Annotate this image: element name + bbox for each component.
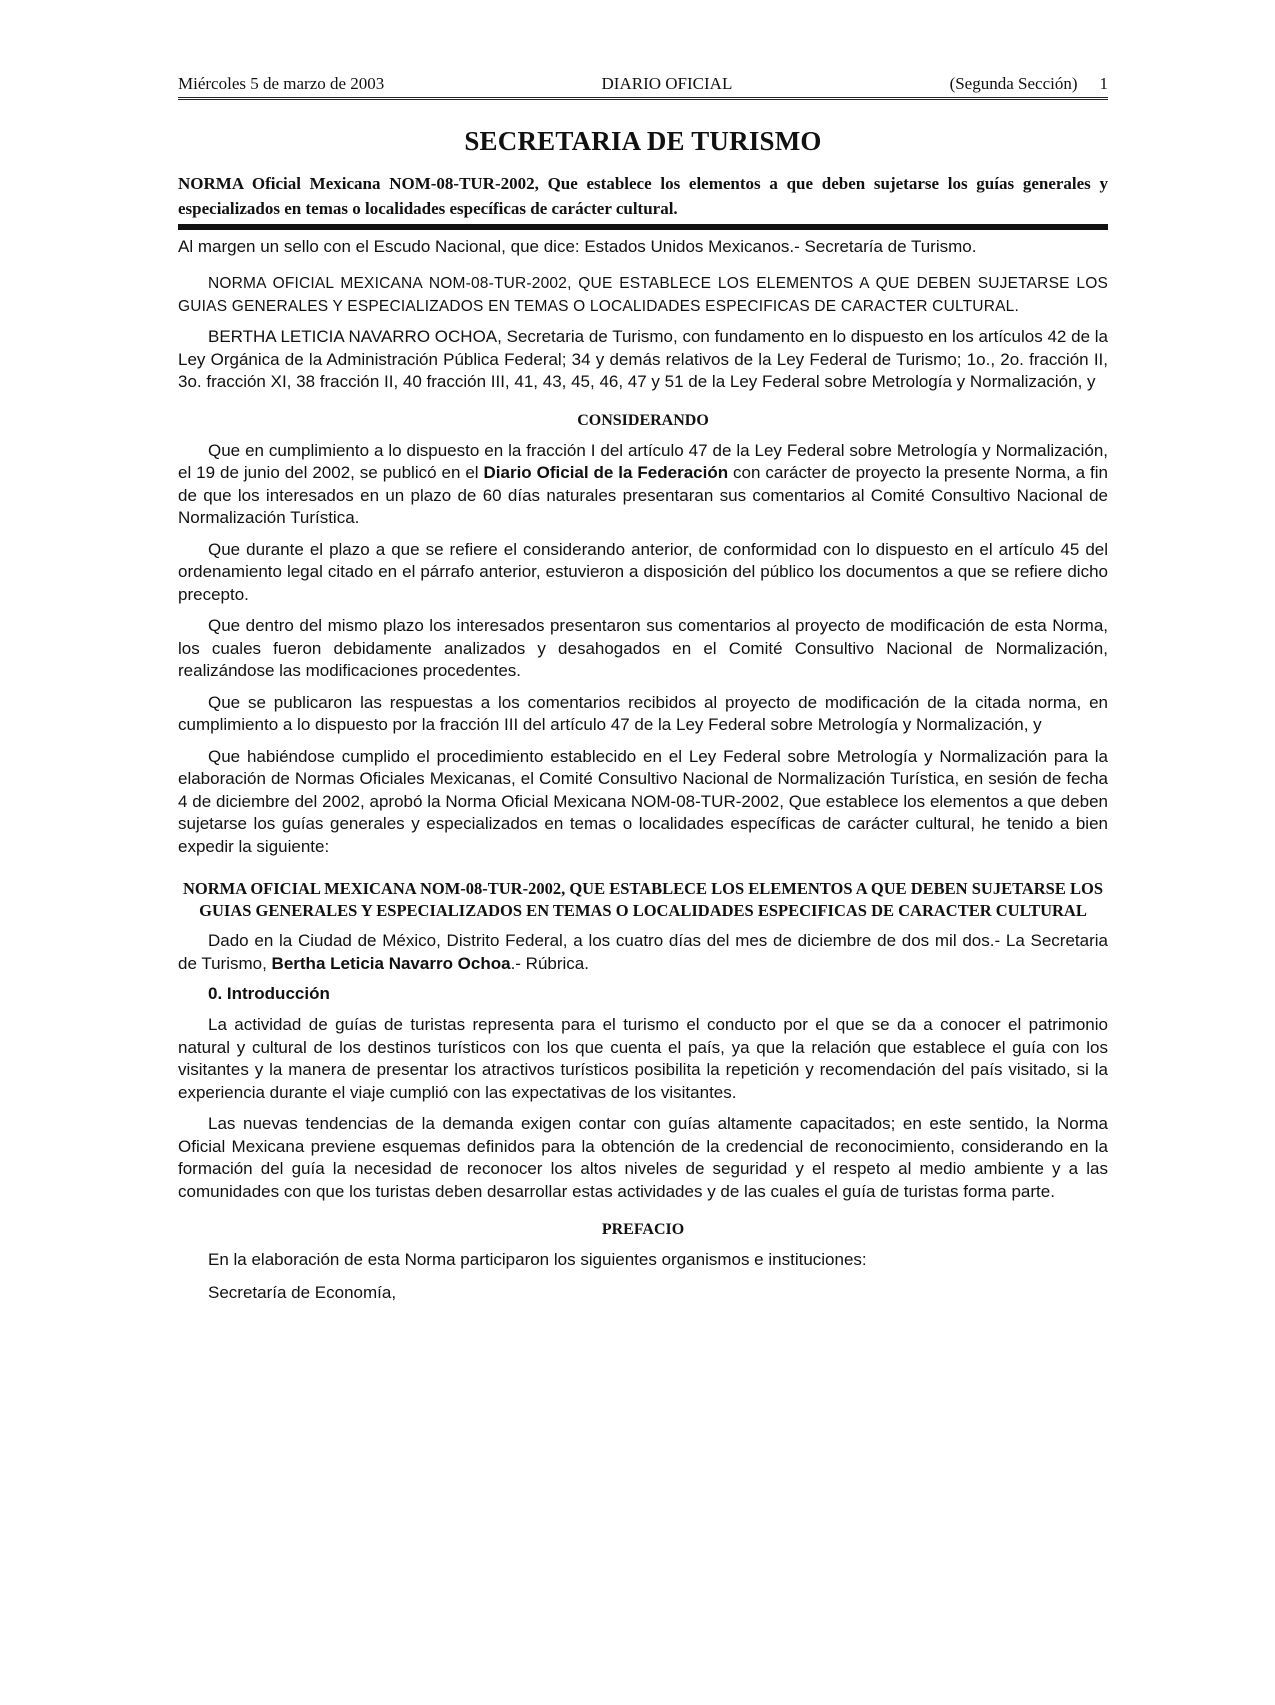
introduction-paragraph-1: La actividad de guías de turistas representa para el turismo el conducto por el que se da a conocer el patrimonio natural y cultural de los destinos turísticos con los que cuenta el país, ya que la relación que establece el guía con los visitantes y la manera de presentar los atractivos turísticos posibilita la repetición y recomendación del país visitado, si la experiencia durante el viaje cumplió con las expectativas de los visitantes. <box>178 1015 1108 1102</box>
introduction-heading: 0. Introducción <box>208 984 330 1003</box>
header-date: Miércoles 5 de marzo de 2003 <box>178 74 385 93</box>
decree-title: NORMA Oficial Mexicana NOM-08-TUR-2002, Que establece los elementos a que deben sujetarse los guías generales y especializados en temas o localidades específicas de carácter cultural. <box>178 174 1108 218</box>
diario-oficial-reference: Diario Oficial de la Federación <box>483 463 729 482</box>
signature-paragraph <box>178 930 1108 975</box>
signatory-name: Bertha Leticia Navarro Ochoa <box>271 953 511 973</box>
prefacio-paragraph-2: Secretaría de Economía, <box>208 1283 397 1302</box>
preamble: BERTHA LETICIA NAVARRO OCHOA, Secretaria de Turismo, con fundamento en lo dispuesto en los artículos 42 de la Ley Orgánica de la Administración Pública Federal; 34 y demás relativos de la Ley Federal de Turismo; 1o., 2o. fracción II, 3o. fracción XI, 38 fracción II, 40 fracción III, 41, 43, 45, 46, 47 y 51 de la Ley Federal sobre Metrología y Normalización, y <box>178 327 1108 391</box>
considerando-paragraph-2: Que durante el plazo a que se refiere el considerando anterior, de conformidad con lo dispuesto en el artículo 45 del ordenamiento legal citado en el párrafo anterior, estuvieron a disposición del público los documentos a que se refiere dicho precepto. <box>178 539 1108 604</box>
considerando-p1-text-after: con carácter de proyecto la presente Norma, a fin de que los interesados en un plazo de 60 días naturales presentaran sus comentarios al Comité Consultivo Nacional de Normalización Turística. <box>178 463 1108 527</box>
running-header <box>178 74 1108 100</box>
header-page-number: 1 <box>1099 74 1108 93</box>
considerando-paragraph-3: Que dentro del mismo plazo los interesados presentaron sus comentarios al proyecto de modificación de esta Norma, los cuales fueron debidamente analizados y desahogados en el Comité Consultivo Nacional de Normalización, realizándose las modificaciones procedentes. <box>178 616 1108 680</box>
considerando-p1-text-before: Que en cumplimiento a lo dispuesto en la fracción I del artículo 47 de la Ley Federal sobre Metrología y Normalización, el 19 de junio del 2002, se publicó en el <box>178 440 1108 482</box>
prefacio-heading: PREFACIO <box>601 1221 685 1238</box>
header-section-group <box>950 74 1108 94</box>
considerando-paragraph-4: Que se publicaron las respuestas a los comentarios recibidos al proyecto de modificación de la citada norma, en cumplimiento a lo dispuesto por la fracción III del artículo 47 de la Ley Federal sobre Metrología y Normalización, y <box>178 692 1108 734</box>
introduction-paragraph-2: Las nuevas tendencias de la demanda exigen contar con guías altamente capacitados; en este sentido, la Norma Oficial Mexicana previene esquemas definidos para la obtención de la credencial de reconocimiento, considerando en la formación del guía la necesidad de reconocer los altos niveles de seguridad y el respeto al medio ambiente y a las comunidades con que los turistas deben desarrollar estas actividades y de las cuales el guía de turistas forma parte. <box>178 1114 1108 1201</box>
norm-heading: NORMA OFICIAL MEXICANA NOM-08-TUR-2002, QUE ESTABLECE LOS ELEMENTOS A QUE DEBEN SUJETARSE LOS GUIAS GENERALES Y ESPECIALIZADOS EN TEMAS O LOCALIDADES ESPECIFICAS DE CARACTER CULTURAL <box>182 879 1104 920</box>
considerando-paragraph-1 <box>178 440 1108 530</box>
signature-text-before: Dado en la Ciudad de México, Distrito Federal, a los cuatro días del mes de diciembre de dos mil dos.- La Secretaria de Turismo, <box>178 931 1108 973</box>
header-publication: DIARIO OFICIAL <box>601 74 733 93</box>
considerando-paragraph-5: Que habiéndose cumplido el procedimiento establecido en el Ley Federal sobre Metrología y Normalización para la elaboración de Normas Oficiales Mexicanas, el Comité Consultivo Nacional de Normalización Turística, en sesión de fecha 4 de diciembre del 2002, aprobó la Norma Oficial Mexicana NOM-08-TUR-2002, Que establece los elementos a que deben sujetarse los guías generales y especializados en temas o localidades específicas de carácter cultural, he tenido a bien expedir la siguiente: <box>178 746 1108 856</box>
margin-note: Al margen un sello con el Escudo Nacional, que dice: Estados Unidos Mexicanos.- Secretaría de Turismo. <box>178 237 977 256</box>
considerando-heading: CONSIDERANDO <box>577 411 709 429</box>
signature-text-after: .- Rúbrica. <box>510 953 589 973</box>
agency-title: SECRETARIA DE TURISMO <box>464 126 822 156</box>
title-rule <box>178 224 1108 230</box>
header-section: (Segunda Sección) <box>949 74 1078 93</box>
document-page <box>178 74 1108 1315</box>
prefacio-paragraph-1: En la elaboración de esta Norma participaron los siguientes organismos e instituciones: <box>208 1250 867 1269</box>
caps-title: NORMA OFICIAL MEXICANA NOM-08-TUR-2002, QUE ESTABLECE LOS ELEMENTOS A QUE DEBEN SUJETARSE LOS GUIAS GENERALES Y ESPECIALIZADOS EN TEMAS O LOCALIDADES ESPECIFICAS DE CARACTER CULTURAL. <box>178 275 1108 315</box>
